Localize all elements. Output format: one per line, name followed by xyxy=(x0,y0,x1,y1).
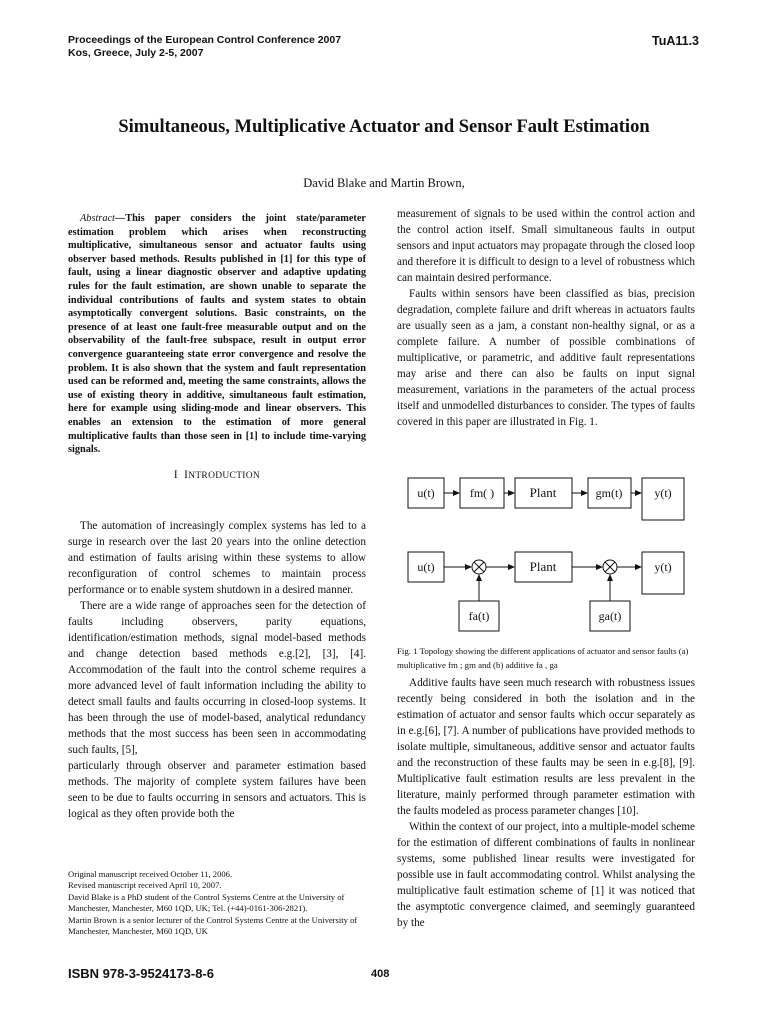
label-u-b: u(t) xyxy=(417,560,435,574)
label-plant-b: Plant xyxy=(529,559,557,574)
paragraph: The automation of increasingly complex systems has led to a surge in research over the last 20 years into the online detection and estimation of faults arising within these systems to allow reconfiguration of control schemes to maintain process performance or to enable system shutdown in a desired manner. xyxy=(68,520,366,596)
figure-1-diagram xyxy=(397,466,695,636)
paper-authors: David Blake and Martin Brown, xyxy=(303,176,465,190)
label-y-a: y(t) xyxy=(654,486,672,500)
left-column-body xyxy=(68,518,366,822)
paragraph: There are a wide range of approaches seen for the detection of faults including observers, parity equations, identification/estimation methods, signal model-based methods and change detection based methods e.g.[2], [3], [4]. Accommodation of the fault into the control scheme requires a more advanced level of fault information including the ability to detect small faults and faults occurring in closed-loop systems. It has been through the use of model-based, analytical redundancy methods that the most success has been seen in accommodating such faults, [5], xyxy=(68,600,366,756)
paragraph: Within the context of our project, into a multiple-model scheme for the estimation of different combinations of faults in nonlinear systems, some published linear results were investigated for possible use in fault accommodating control. Whilst analysing the multiplicative fault estimation scheme of [1] it was noticed that the asymptotic convergence claimed, and seemingly guaranteed by the xyxy=(397,821,695,929)
paragraph: measurement of signals to be used within the control action and the control action itself. Small simultaneous faults in output sensors and input actuators may propagate through the closed loop and therefore it is difficult to design to a level of robustness which can maintain desired performance. xyxy=(397,208,695,284)
paragraph: Faults within sensors have been classified as bias, precision degradation, complete failure and drift whereas in actuators faults are usually seen as a jam, a constant non-healthy signal, or as a complete failure. A number of possible combinations of multiplicative, or parametric, and additive fault representations may arise and there can also be faults on input signal measurement, variations in the parameters of the actual process itself and unmodelled disturbances to consider. The types of faults covered in this paper are illustrated in Fig. 1. xyxy=(397,288,695,428)
footnotes xyxy=(68,869,366,937)
label-fa: fa(t) xyxy=(468,609,490,623)
footnote: Original manuscript received October 11, 2006. xyxy=(68,869,233,879)
footnote: David Blake is a PhD student of the Control Systems Centre at the University of Manchester, Manchester, M60 1QD, UK; Tel. (+44)-0161-306-2821). xyxy=(68,891,345,914)
conference-location: Kos, Greece, July 2-5, 2007 xyxy=(68,47,204,59)
abstract xyxy=(68,212,366,457)
label-y-b: y(t) xyxy=(654,560,672,574)
paragraph: particularly through observer and parameter estimation based methods. The majority of complete system failures have been seen to be due to faults occurring in sensors and actuators. This is logical as they often provide both the xyxy=(68,760,366,820)
paragraph: Additive faults have seen much research with robustness issues recently being considered in both the isolation and in the estimation of actuator and sensor faults which occur separately as in e.g.[6], [7]. A number of publications have provided methods to isolate multiple, simultaneous, additive sensor and actuator faults and the reconstruction of these faults may be seen in e.g.[8], [9]. Multiplicative fault estimation results are less prevalent in the literature, mainly performed through parameter estimation with the faults modeled as process parameter changes [10]. xyxy=(397,677,695,817)
label-ga: ga(t) xyxy=(598,609,622,623)
conference-name: Proceedings of the European Control Conference 2007 xyxy=(68,34,342,46)
figure-caption: Fig. 1 Topology showing the different applications of actuator and sensor faults (a) multiplicative fm ; gm and (b) additive fa , ga xyxy=(397,646,689,670)
fault-topology-svg xyxy=(397,466,695,636)
abstract-lead: Abstract xyxy=(80,213,115,224)
session-code: TuA11.3 xyxy=(652,34,700,48)
isbn: ISBN 978-3-9524173-8-6 xyxy=(68,966,214,981)
label-plant-a: Plant xyxy=(529,485,557,500)
section-numeral: I xyxy=(173,469,178,481)
right-column-body-top xyxy=(397,206,695,430)
footnote: Revised manuscript received April 10, 2007. xyxy=(68,880,222,891)
section-title-rest: NTRODUCTION xyxy=(188,471,261,481)
right-column-body-bottom xyxy=(397,675,695,931)
label-gm: gm(t) xyxy=(595,486,623,500)
label-fm: fm( ) xyxy=(469,486,495,500)
label-u-a: u(t) xyxy=(417,486,435,500)
abstract-text: —This paper considers the joint state/parameter estimation problem which arises when reconstructing multiplicative, simultaneous sensor and actuator faults using observer based methods. Results published in [1] for this type of fault, using a linear diagnostic observer and adaptive updating rules for the fault estimation, are shown unable to separate the individual contributions of faults and system states to obtain asymptotically convergent solutions. Basic constraints, on the presence of at least one fault-free measurable output and on the observability of the fault-free subspace, result in output error convergence guaranteeing state error convergence and resolve the problem. It is also shown that the system and fault representation used can be reformed and, meeting the same constraints, allows the use of existing theory in additive, simultaneous fault estimation, here for example using sliding-mode and linear observers. This enables an extension to the estimation of more general multiplicative faults than those seen in [1] to include time-varying signals. xyxy=(68,213,366,456)
conference-header xyxy=(68,34,341,60)
section-heading-introduction xyxy=(68,469,366,481)
page-number: 408 xyxy=(371,968,390,980)
paper-title: Simultaneous, Multiplicative Actuator and Sensor Fault Estimation xyxy=(118,117,650,137)
section-initial: I xyxy=(184,469,189,481)
footnote: Martin Brown is a senior lecturer of the Control Systems Centre at the University of Manchester, Manchester, M60 1QD, UK xyxy=(68,914,358,937)
